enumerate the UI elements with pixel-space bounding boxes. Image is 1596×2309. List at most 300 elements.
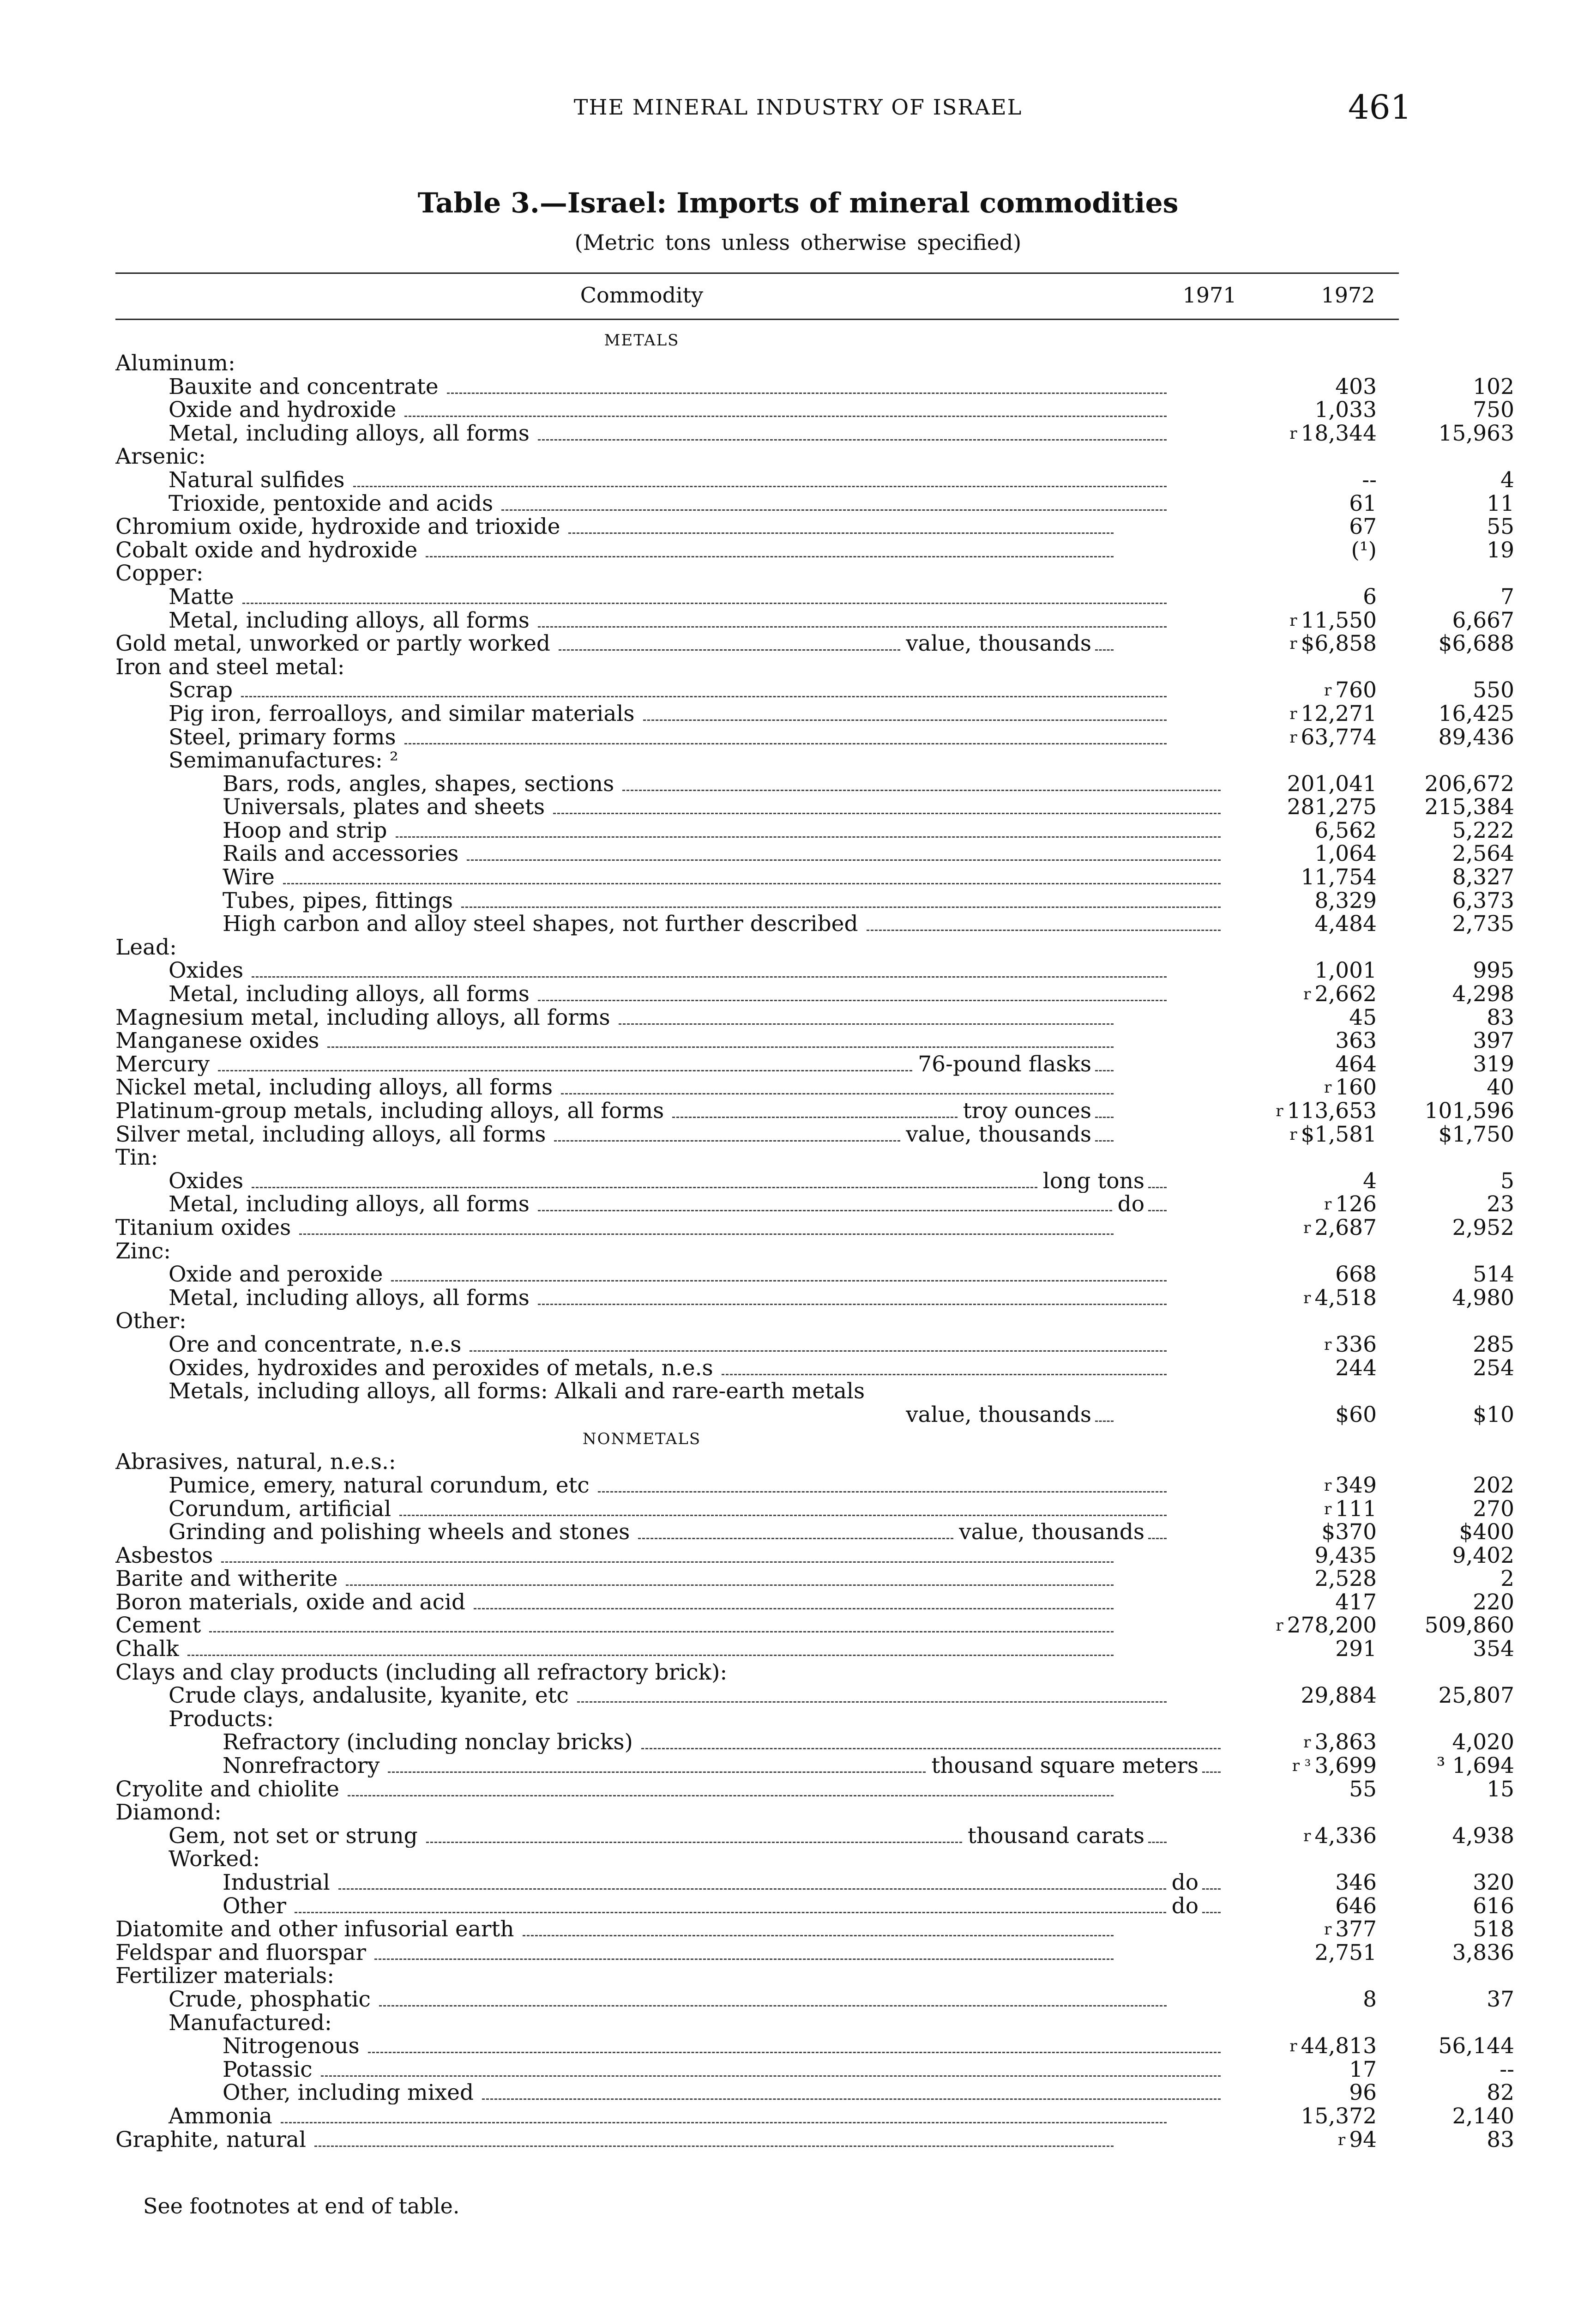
commodity-label: Tubes, pipes, fittings: [223, 889, 458, 913]
commodity-cell: [115, 889, 1224, 913]
commodity-cell: [115, 1731, 1224, 1754]
value-1972: $1,750: [1438, 1121, 1514, 1147]
commodity-label: Feldspar and fluorspar: [115, 1941, 371, 1964]
leader-dots: [230, 1805, 1114, 1819]
table-row: [115, 1636, 1514, 1662]
revised-mark: r: [1324, 1920, 1332, 1939]
value-1972: 616: [1473, 1893, 1514, 1919]
value-1971-text: 11,550: [1301, 607, 1377, 633]
value-1972: 270: [1473, 1496, 1514, 1522]
unit-label: value, thousands: [957, 1521, 1144, 1544]
commodity-label: Chalk: [115, 1638, 184, 1661]
commodity-cell: [115, 492, 1170, 515]
commodity-cell: [115, 983, 1170, 1006]
table-row: [115, 1285, 1514, 1311]
value-1972: 4,938: [1452, 1823, 1514, 1849]
commodity-cell: [115, 1941, 1117, 1964]
value-1971-text: 29,884: [1301, 1683, 1377, 1709]
commodity-cell: [115, 1076, 1117, 1099]
commodity-cell: [115, 2105, 1170, 2128]
value-1972: $10: [1473, 1402, 1514, 1427]
value-1972: 285: [1473, 1331, 1514, 1357]
commodity-cell: [115, 469, 1170, 492]
leader-dots: [283, 868, 1221, 884]
commodity-cell: [115, 1521, 1170, 1544]
leader-dots: [340, 2015, 1167, 2030]
table-row: [115, 724, 1514, 750]
table-row: [115, 1168, 1514, 1194]
commodity-cell: [115, 1638, 1117, 1661]
leader-dots: [212, 566, 1114, 580]
leader-dots: [119, 1407, 900, 1422]
leader-dots: [214, 449, 1114, 464]
value-1971-text: 278,200: [1287, 1613, 1377, 1638]
leader-dots: [353, 471, 1167, 487]
value-1972: 397: [1473, 1028, 1514, 1054]
commodity-label: Metal, including alloys, all forms: [169, 422, 534, 445]
table-row: [115, 352, 1399, 375]
commodity-cell: [115, 515, 1117, 538]
value-1971-text: 44,813: [1301, 2033, 1377, 2059]
commodity-label: Metals, including alloys, all forms: Alkali and rare-earth metals: [169, 1380, 869, 1403]
revised-mark: r: [1324, 681, 1332, 700]
table-row: [115, 1801, 1399, 1825]
table-row: [115, 1661, 1399, 1685]
value-1971-text: 55: [1349, 1776, 1377, 1802]
leader-dots: [1095, 1406, 1114, 1422]
value-1971-text: 94: [1349, 2127, 1377, 2152]
table-row: [115, 817, 1514, 843]
value-1971-text: 3,699: [1314, 1753, 1377, 1779]
commodity-cell: [115, 866, 1224, 889]
leader-dots: [242, 588, 1167, 604]
value-1971-text: 363: [1335, 1028, 1377, 1054]
table-row: [115, 631, 1514, 657]
table-row: [115, 2127, 1514, 2152]
commodity-cell: [115, 913, 1224, 936]
revised-mark: r: [1303, 1288, 1311, 1307]
leader-dots: [348, 1780, 1114, 1796]
leader-dots: [281, 2107, 1167, 2123]
leader-dots: [314, 2131, 1114, 2147]
leader-dots: [873, 1384, 1167, 1398]
value-1971-text: 111: [1335, 1496, 1377, 1522]
revised-mark: r: [1289, 704, 1297, 723]
value-1972: 995: [1473, 958, 1514, 984]
table-row: [115, 1098, 1514, 1124]
leader-dots: [404, 401, 1167, 417]
unit-label: value, thousands: [904, 1123, 1091, 1146]
table-row: [115, 1776, 1514, 1802]
value-1971-text: 6: [1363, 584, 1377, 610]
commodity-label: Industrial: [223, 1871, 335, 1894]
table-row: [115, 936, 1399, 960]
commodity-cell: [115, 2035, 1224, 2058]
revised-mark: r: [1289, 611, 1297, 630]
revised-mark: r: [1276, 1102, 1283, 1120]
leader-dots: [482, 2084, 1221, 2100]
unit-label: value, thousands: [904, 632, 1091, 655]
value-1971-text: 760: [1335, 677, 1377, 703]
leader-dots: [244, 356, 1114, 370]
revised-mark: r: [1303, 1218, 1311, 1237]
commodity-cell: [115, 539, 1117, 562]
commodity-cell: [115, 1567, 1117, 1590]
table-row: [115, 397, 1514, 423]
value-1972: 15,963: [1438, 420, 1514, 446]
value-1971-text: $370: [1321, 1519, 1377, 1545]
leader-dots: [209, 1616, 1114, 1632]
commodity-cell: [115, 1614, 1117, 1637]
leader-dots: [501, 495, 1167, 511]
commodity-cell: [115, 1451, 1117, 1474]
value-1972: 2,952: [1452, 1215, 1514, 1240]
commodity-label: Gem, not set or strung: [169, 1825, 422, 1848]
leader-dots: [467, 845, 1221, 861]
commodity-cell: [115, 936, 1117, 959]
value-1971-text: 1,064: [1314, 841, 1377, 867]
value-1971-text: 113,653: [1287, 1098, 1377, 1124]
value-1971-text: 2,528: [1314, 1566, 1377, 1592]
commodity-label: Rails and accessories: [223, 842, 463, 865]
table-top-rule: [115, 272, 1399, 274]
value-1972: 6,373: [1452, 888, 1514, 913]
commodity-label: Bars, rods, angles, shapes, sections: [223, 773, 619, 796]
table-row: [115, 1121, 1514, 1147]
commodity-label: Clays and clay products (including all refractory brick):: [115, 1661, 732, 1684]
commodity-cell: [115, 1170, 1170, 1193]
leader-dots: [179, 1244, 1114, 1258]
commodity-label: Metal, including alloys, all forms: [169, 609, 534, 632]
leader-dots: [461, 892, 1221, 908]
value-1971-text: 1,001: [1314, 958, 1377, 984]
commodity-label: Barite and witherite: [115, 1567, 342, 1590]
table-row: [115, 1708, 1399, 1731]
commodity-cell: [115, 1193, 1170, 1216]
commodity-cell: [115, 1498, 1170, 1521]
commodity-label: Potassic: [223, 2058, 317, 2081]
commodity-label: Nitrogenous: [223, 2035, 364, 2058]
value-1972: 550: [1473, 677, 1514, 703]
revised-mark: r: [1303, 1826, 1311, 1845]
commodity-cell: [115, 1754, 1224, 1777]
unit-label: value, thousands: [904, 1403, 1091, 1427]
table-subtitle: (Metric tons unless otherwise specified): [574, 230, 1022, 255]
table-row: [115, 1402, 1514, 1427]
value-1972: 2: [1500, 1566, 1514, 1592]
leader-dots: [619, 1009, 1114, 1025]
value-1971-text: 160: [1335, 1075, 1377, 1100]
commodity-cell: [115, 726, 1170, 749]
commodity-label: Diatomite and other infusorial earth: [115, 1918, 519, 1941]
value-1971-text: 15,372: [1301, 2103, 1377, 2129]
commodity-cell: [115, 1591, 1117, 1614]
value-1972: 320: [1473, 1870, 1514, 1895]
table-row: [115, 1004, 1514, 1030]
unit-label: do: [1170, 1871, 1199, 1894]
value-1971-text: 8,329: [1314, 888, 1377, 913]
leader-dots: [561, 1078, 1114, 1094]
leader-dots: [538, 611, 1167, 628]
commodity-cell: [115, 399, 1170, 422]
table-row: [115, 1916, 1514, 1942]
commodity-label: Oxide and peroxide: [169, 1263, 387, 1286]
leader-dots: [722, 1359, 1167, 1375]
value-1972: 56,144: [1438, 2033, 1514, 2059]
leader-dots: [252, 1172, 1037, 1188]
column-header-commodity: Commodity: [580, 283, 704, 308]
commodity-label: Mercury: [115, 1053, 214, 1076]
leader-dots: [554, 1125, 900, 1142]
commodity-cell: [115, 1100, 1117, 1123]
section-heading: [115, 1427, 1399, 1451]
value-1972: 6,667: [1452, 607, 1514, 633]
leader-dots: [282, 1711, 1167, 1726]
revised-mark: r: [1324, 1499, 1332, 1518]
commodity-label: Diamond:: [115, 1801, 226, 1824]
commodity-cell: [115, 609, 1170, 632]
commodity-label: Wire: [223, 866, 279, 889]
value-1972: 37: [1487, 1986, 1514, 2012]
commodity-label: Arsenic:: [115, 445, 211, 468]
commodity-label: Nonrefractory: [223, 1754, 384, 1777]
commodity-cell: [115, 1216, 1117, 1239]
commodity-cell: [115, 819, 1224, 842]
leader-dots: [388, 1757, 926, 1773]
value-1972: 5,222: [1452, 817, 1514, 843]
unit-label: 76-pound flasks: [916, 1053, 1091, 1076]
table-row: [115, 1893, 1514, 1919]
leader-dots: [195, 1313, 1114, 1328]
commodity-cell: [115, 1895, 1224, 1918]
revised-mark: r: [1289, 2037, 1297, 2056]
commodity-label: Abrasives, natural, n.e.s.:: [115, 1451, 401, 1474]
revised-mark: r: [1289, 728, 1297, 747]
commodity-cell: [115, 656, 1117, 679]
table-row: [115, 841, 1514, 867]
value-1971-text: 403: [1335, 374, 1377, 399]
value-1971-text: 646: [1335, 1893, 1377, 1919]
table-row: [115, 1589, 1514, 1615]
leader-dots: [396, 822, 1221, 838]
value-1971-text: 349: [1335, 1472, 1377, 1498]
table-row: [115, 420, 1514, 446]
commodity-label: Gold metal, unworked or partly worked: [115, 632, 555, 655]
commodity-cell: [115, 1006, 1117, 1029]
value-1972: 354: [1473, 1636, 1514, 1662]
value-1971-text: 45: [1349, 1004, 1377, 1030]
table-row: [115, 1613, 1514, 1638]
commodity-cell: [115, 2058, 1224, 2081]
commodity-label: Worked:: [169, 1848, 265, 1871]
value-1972: 23: [1487, 1191, 1514, 1217]
value-1972: 514: [1473, 1262, 1514, 1287]
value-1971-text: 668: [1335, 1262, 1377, 1287]
value-1972: ³ 1,694: [1436, 1753, 1514, 1779]
table-row: [115, 1870, 1514, 1895]
leader-dots: [672, 1102, 958, 1118]
value-1972: 15: [1487, 1776, 1514, 1802]
leader-dots: [399, 1500, 1167, 1516]
value-1972: 2,140: [1452, 2103, 1514, 2129]
unit-label: do: [1170, 1895, 1199, 1918]
leader-dots: [187, 1640, 1114, 1656]
table-row: [115, 374, 1514, 399]
leader-dots: [1095, 635, 1114, 651]
commodity-cell: [115, 796, 1224, 819]
commodity-label: Nickel metal, including alloys, all forms: [115, 1076, 557, 1099]
leader-dots: [241, 681, 1167, 697]
commodity-label: High carbon and alloy steel shapes, not further described: [223, 913, 863, 936]
value-1972: 8,327: [1452, 864, 1514, 890]
value-1971-text: 346: [1335, 1870, 1377, 1895]
commodity-cell: [115, 352, 1117, 375]
value-1971-text: 201,041: [1287, 771, 1377, 797]
leader-dots: [404, 728, 1167, 744]
leader-dots: [167, 1150, 1114, 1165]
leader-dots: [1148, 1827, 1167, 1843]
table-row: [115, 1075, 1514, 1100]
value-1971-text: 4,336: [1314, 1823, 1377, 1849]
value-1972: 2,564: [1452, 841, 1514, 867]
commodity-label: Matte: [169, 586, 239, 609]
value-1972: 9,402: [1452, 1542, 1514, 1568]
leader-dots: [221, 1547, 1114, 1563]
value-1971-text: 61: [1349, 490, 1377, 516]
value-1972: 11: [1487, 490, 1514, 516]
leader-dots: [641, 1733, 1221, 1749]
commodity-label: Other: [223, 1895, 291, 1918]
table-row: [115, 1940, 1514, 1965]
commodity-label: Hoop and strip: [223, 819, 392, 842]
leader-dots: [346, 1570, 1114, 1586]
value-1971-text: 1,033: [1314, 397, 1377, 423]
leader-dots: [426, 1827, 962, 1843]
value-1971-text: 336: [1335, 1331, 1377, 1357]
revised-mark: r: [1324, 1476, 1332, 1495]
value-1972: 518: [1473, 1916, 1514, 1942]
commodity-cell: [115, 1474, 1170, 1497]
commodity-label: Trioxide, pentoxide and acids: [169, 492, 498, 515]
unit-label: long tons: [1041, 1170, 1144, 1193]
commodity-cell: [115, 445, 1117, 468]
commodity-label: Oxides: [169, 1170, 248, 1193]
value-1971-text: 6,562: [1314, 817, 1377, 843]
commodity-label: Metal, including alloys, all forms: [169, 1193, 534, 1216]
value-1971-text: 11,754: [1301, 864, 1377, 890]
table-row: [115, 677, 1514, 703]
commodity-cell: [115, 1988, 1170, 2011]
table-row: [115, 2056, 1514, 2082]
commodity-label: Pig iron, ferroalloys, and similar materials: [169, 702, 639, 725]
commodity-label: Titanium oxides: [115, 1216, 295, 1239]
commodity-label: Ore and concentrate, n.e.s: [169, 1333, 466, 1356]
leader-dots: [523, 1920, 1114, 1936]
value-1971-text: 464: [1335, 1051, 1377, 1077]
revised-mark: r: [1324, 1195, 1332, 1214]
commodity-cell: [115, 1333, 1170, 1356]
table-row: [115, 1310, 1399, 1333]
leader-dots: [538, 1195, 1112, 1211]
value-1971-text: 126: [1335, 1191, 1377, 1217]
unit-label: thousand carats: [966, 1825, 1144, 1848]
leader-dots: [321, 2061, 1221, 2077]
leader-dots: [252, 961, 1167, 978]
commodity-label: Cement: [115, 1614, 205, 1637]
leader-dots: [538, 424, 1167, 441]
leader-dots: [1095, 1102, 1114, 1118]
table-row: [115, 701, 1514, 726]
table-row: [115, 771, 1514, 797]
table-row: [115, 1823, 1514, 1849]
table-row: [115, 1566, 1514, 1592]
column-header-1972: 1972: [1321, 283, 1375, 308]
leader-dots: [568, 518, 1114, 534]
leader-dots: [470, 1336, 1167, 1352]
value-1972: 3,836: [1452, 1940, 1514, 1965]
commodity-cell: [115, 1123, 1117, 1146]
table-row: [115, 2103, 1514, 2129]
value-1971-text: 2,751: [1314, 1940, 1377, 1965]
value-1972: 89,436: [1438, 724, 1514, 750]
commodity-label: Tin:: [115, 1146, 163, 1169]
table-row: [115, 1051, 1514, 1077]
commodity-cell: [115, 2012, 1170, 2035]
revised-mark: r: [1289, 635, 1297, 653]
value-1972: 4,020: [1452, 1729, 1514, 1755]
leader-dots: [598, 1476, 1167, 1493]
section-label: METALS: [604, 331, 680, 350]
value-1972: 206,672: [1424, 771, 1514, 797]
unit-label: troy ounces: [961, 1100, 1091, 1123]
leader-dots: [735, 1665, 1114, 1680]
table-row: [115, 490, 1514, 516]
leader-dots: [353, 659, 1114, 674]
value-1972: 102: [1473, 374, 1514, 399]
commodity-cell: [115, 679, 1170, 702]
commodity-label: Manufactured:: [169, 2012, 337, 2035]
running-head: THE MINERAL INDUSTRY OF ISRAEL: [573, 95, 1023, 120]
leader-dots: [295, 1897, 1166, 1913]
leader-dots: [374, 1944, 1114, 1960]
table-row: [115, 794, 1514, 820]
table-row: [115, 445, 1399, 469]
commodity-cell: [115, 2128, 1117, 2152]
table-row: [115, 1683, 1514, 1709]
table-row: [115, 1964, 1399, 1988]
leader-dots: [1095, 1055, 1114, 1071]
leader-dots: [553, 798, 1221, 814]
commodity-label: Semimanufactures: ²: [169, 749, 403, 772]
commodity-cell: [115, 1964, 1117, 1988]
section-label: NONMETALS: [582, 1430, 701, 1449]
commodity-label: Lead:: [115, 936, 181, 959]
table-row: [115, 1146, 1399, 1170]
table-row: [115, 888, 1514, 913]
commodity-label: Corundum, artificial: [169, 1498, 396, 1521]
table-row: [115, 1848, 1399, 1871]
commodity-cell: [115, 1357, 1170, 1380]
value-1971-text: 96: [1349, 2080, 1377, 2106]
commodity-label: Iron and steel metal:: [115, 656, 349, 679]
value-1971-text: 3,863: [1314, 1729, 1377, 1755]
leader-dots: [218, 1055, 912, 1071]
commodity-label: Bauxite and concentrate: [169, 375, 443, 399]
commodity-label: Copper:: [115, 562, 208, 585]
leader-dots: [185, 940, 1114, 955]
commodity-label: Grinding and polishing wheels and stones: [169, 1521, 634, 1544]
leader-dots: [268, 1851, 1167, 1866]
